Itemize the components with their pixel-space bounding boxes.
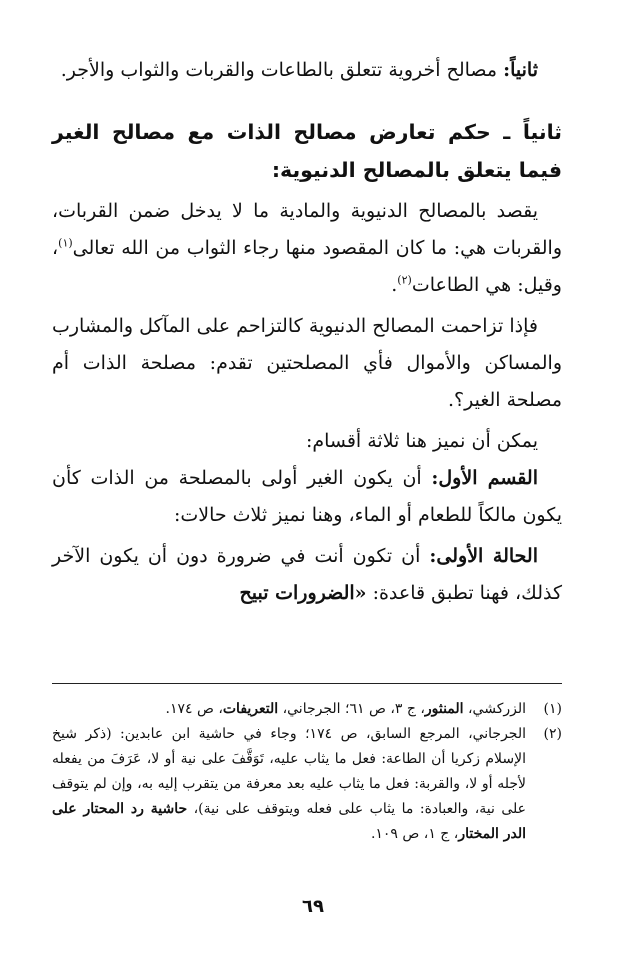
page-number: ٦٩: [302, 896, 324, 917]
paragraph-question: فإذا تزاحمت المصالح الدنيوية كالتزاحم على المآكل والمشارب والمساكن والأموال فأي المصلحتين تقدم: مصلحة الذات أم مصلحة الغير؟.: [52, 315, 562, 411]
paragraph-definitions: [52, 193, 562, 304]
paragraph-text: يقصد بالمصالح الدنيوية والمادية ما لا يدخل ضمن القربات، والقربات هي: ما كان المقصود منها رجاء الثواب من الله تعالى: [52, 200, 562, 259]
footnote-text: [52, 697, 526, 722]
main-text: [52, 52, 562, 612]
case-label: الحالة الأولى:: [429, 545, 538, 567]
footnote-divider: [52, 683, 562, 684]
book-title: المنثور: [424, 701, 464, 717]
footnote-1: [52, 697, 562, 722]
footnote-ref-2[interactable]: (٢): [397, 273, 412, 287]
footnote-ref-1[interactable]: (١): [58, 236, 73, 250]
footnote-segment: ، ص ١٧٤.: [165, 701, 223, 717]
rule-quote: «الضرورات تبيح: [239, 582, 367, 604]
footnote-segment: ، ج ٣، ص ٦١؛ الجرجاني،: [278, 701, 425, 717]
footnotes: [52, 697, 562, 847]
paragraph-text: ، وقيل: هي الطاعات: [52, 237, 562, 296]
footnote-2: [52, 722, 562, 847]
footnote-number: (٢): [543, 726, 562, 742]
book-title: التعريفات: [222, 701, 279, 717]
case-text: أن تكون أنت في ضرورة دون أن يكون الآخر كذلك، فهنا تطبق قاعدة:: [52, 545, 562, 604]
book-title: حاشية رد المحتار على الدر المختار: [52, 801, 526, 842]
section-paragraph: [52, 52, 562, 89]
paragraph-first-division: [52, 460, 562, 534]
footnote-segment: الزركشي،: [463, 701, 526, 717]
footnote-number: (١): [543, 701, 562, 717]
footnote-segment: ، ج ١، ص ١٠٩.: [370, 826, 459, 842]
section-text: مصالح أخروية تتعلق بالطاعات والقربات والثواب والأجر.: [60, 59, 504, 81]
division-label: القسم الأول:: [431, 467, 538, 489]
paragraph-text: .: [391, 274, 398, 296]
footnote-segment: الجرجاني، المرجع السابق، ص ١٧٤؛ وجاء في حاشية ابن عابدين: (ذكر شيخ الإسلام زكريا أن الطاعة: فعل ما يثاب عليه، تَوَقَّفَ على نية أو لا، عَرَفَ من يفعله لأجله أو لا، والقربة: فعل ما يثاب عليه بعد معرفة من يتقرب إليه به، وإن لم يتوقف على نية، والعبادة: ما يثاب على فعله ويتوقف على نية)،: [52, 726, 526, 817]
section-heading: ثانياً ـ حكم تعارض مصالح الذات مع مصالح الغير فيما يتعلق بالمصالح الدنيوية:: [52, 120, 562, 182]
section-label: ثانياً:: [503, 59, 538, 81]
paragraph-divisions: يمكن أن نميز هنا ثلاثة أقسام:: [305, 430, 538, 452]
division-text: أن يكون الغير أولى بالمصلحة من الذات كأن يكون مالكاً للطعام أو الماء، وهنا نميز ثلاث حالات:: [52, 467, 562, 526]
footnote-text: [52, 722, 526, 847]
paragraph-first-case: [52, 538, 562, 612]
